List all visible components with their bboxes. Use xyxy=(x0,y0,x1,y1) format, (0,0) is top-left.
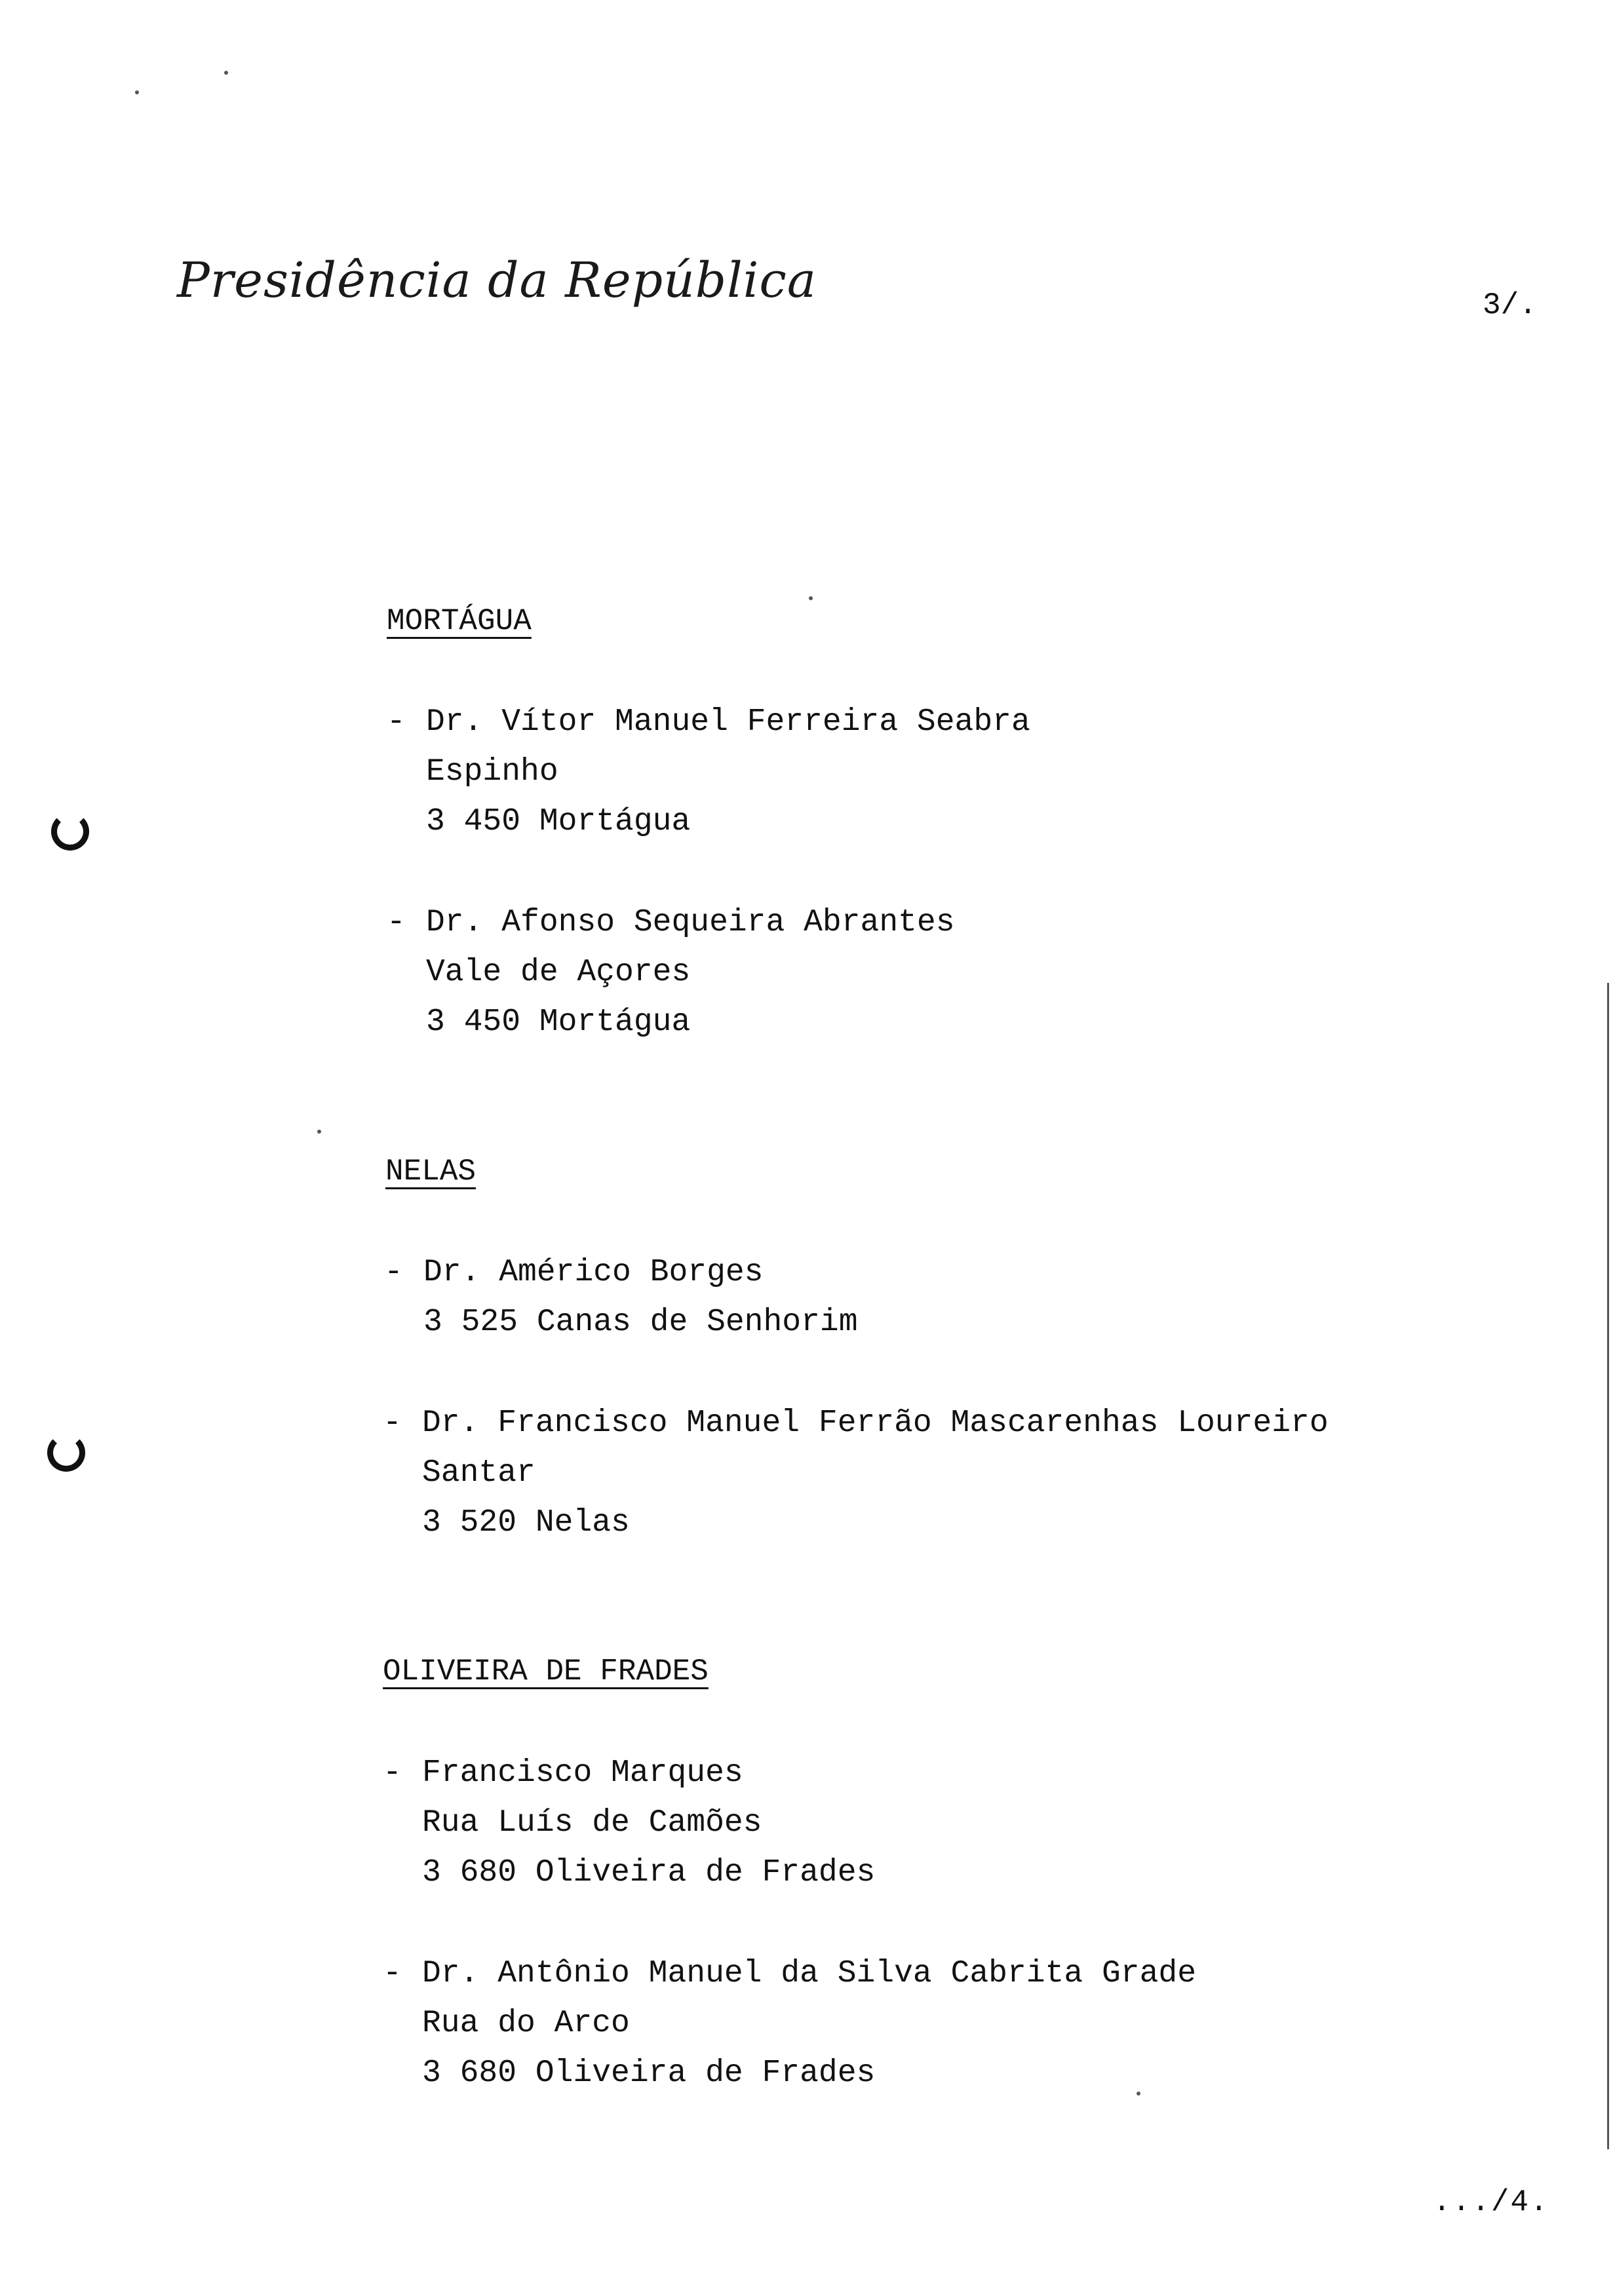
dash-bullet: - xyxy=(387,704,406,740)
address-entry xyxy=(383,1949,1196,2098)
page-edge-shadow xyxy=(1607,983,1609,2149)
person-name: Dr. Vítor Manuel Ferreira Seabra xyxy=(426,704,1030,740)
section-heading-mortagua: MORTÁGUA xyxy=(387,604,532,638)
person-name: Dr. Afonso Sequeira Abrantes xyxy=(426,905,955,940)
address-line: 3 450 Mortágua xyxy=(426,804,691,839)
address-line: Espinho xyxy=(426,754,558,790)
dash-bullet: - xyxy=(383,1755,402,1791)
section-heading-oliveira-de-frades: OLIVEIRA DE FRADES xyxy=(383,1655,709,1689)
dash-bullet: - xyxy=(383,1956,402,1991)
scan-speck xyxy=(224,71,228,75)
person-name: Dr. Américo Borges xyxy=(423,1255,764,1290)
continuation-marker: .../4. xyxy=(1433,2185,1549,2219)
address-entry xyxy=(387,697,1030,847)
address-line: Rua Luís de Camões xyxy=(422,1805,762,1841)
scan-speck xyxy=(135,90,139,94)
address-line: Santar xyxy=(422,1455,535,1491)
address-line: Vale de Açores xyxy=(426,955,691,990)
address-entry xyxy=(383,1398,1329,1548)
address-line: 3 450 Mortágua xyxy=(426,1004,691,1040)
address-line: 3 680 Oliveira de Frades xyxy=(422,1855,876,1890)
section-heading-nelas: NELAS xyxy=(385,1155,477,1189)
page-number: 3/. xyxy=(1483,288,1537,322)
address-entry xyxy=(384,1248,858,1347)
scan-speck xyxy=(317,1130,321,1134)
address-line: 3 680 Oliveira de Frades xyxy=(422,2056,876,2091)
scan-speck xyxy=(809,596,813,600)
person-name: Dr. Francisco Manuel Ferrão Mascarenhas Loureiro xyxy=(422,1406,1329,1441)
address-line: 3 520 Nelas xyxy=(422,1505,630,1540)
address-entry xyxy=(383,1748,875,1898)
dash-bullet: - xyxy=(383,1406,402,1441)
address-line: 3 525 Canas de Senhorim xyxy=(423,1305,858,1340)
punch-hole-mark xyxy=(47,1434,85,1472)
dash-bullet: - xyxy=(384,1255,403,1290)
person-name: Dr. Antônio Manuel da Silva Cabrita Grade xyxy=(422,1956,1196,1991)
address-entry xyxy=(387,898,955,1047)
letterhead: Presidência da República xyxy=(177,252,817,309)
address-line: Rua do Arco xyxy=(422,2006,630,2041)
scan-speck xyxy=(1137,2092,1140,2095)
dash-bullet: - xyxy=(387,905,406,940)
person-name: Francisco Marques xyxy=(422,1755,743,1791)
punch-hole-mark xyxy=(51,813,89,851)
